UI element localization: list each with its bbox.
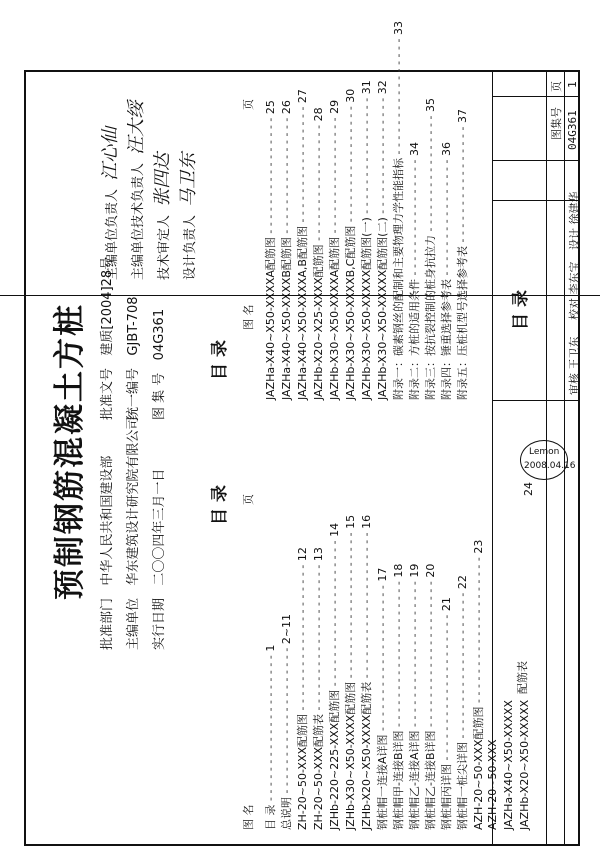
toc-leader: - - - - - - - - - - - - - - - - - - - -: [328, 536, 341, 690]
atlas-no-value: 04G361: [152, 308, 167, 361]
toc-row: [262, 645, 278, 830]
toc-item-page: 20: [424, 563, 437, 578]
toc-item-page: 22: [456, 575, 469, 590]
title-block-border: [492, 160, 580, 161]
stamp-date: 2008.04.16: [524, 461, 576, 471]
toc-item-page: 16: [360, 514, 373, 529]
toc-item-name: JZHb-X20~X50-XXXX配筋表: [360, 681, 373, 830]
toc-leader: - - - - - - - - - - - - - - - - - - - -: [392, 577, 405, 731]
toc-item-page: 19: [408, 563, 421, 578]
toc-leader: - - - - - - - - - - - - - - - -: [376, 94, 389, 218]
signature: 汪大绥: [126, 100, 147, 155]
toc-col-name-right: 图 名: [242, 304, 255, 330]
toc-leader: - - - - - - - - - - - - - - - -: [280, 114, 293, 238]
approval-dept-label: 批准部门: [100, 597, 115, 650]
signature: 张四达: [152, 152, 173, 207]
toc-item-name: JAZHb-X20~X50-XXXXX: [518, 699, 531, 830]
toc-item-name: ZH-20~50-XXX配筋表: [312, 713, 325, 830]
approval-no-row: [96, 257, 115, 420]
toc-item-name: JAZHb-X30~X50-XXXXX配筋图(一): [360, 217, 373, 400]
responsible-row-4: [174, 153, 200, 280]
atlas-no-label: 图 集 号: [152, 372, 167, 420]
title-block-border: [492, 96, 580, 97]
tb-check-name: 李东宝: [568, 261, 581, 295]
toc-row: [358, 80, 374, 400]
toc-row: [454, 109, 470, 400]
toc-heading-left: 目录: [210, 479, 230, 525]
toc-item-page: 27: [296, 89, 309, 104]
toc-leader: - - - - - - - - - - - - - - - - - - - -: [344, 528, 357, 682]
toc-row: [326, 100, 342, 400]
effective-date-row: [148, 469, 167, 650]
toc-leader: - - - - - - - - - - - - - - - - - - - -: [456, 589, 469, 742]
toc-leader: - - - - - - - - - - - - - - - -: [328, 113, 341, 237]
approval-no-label: 批准文号: [100, 367, 115, 420]
toc-leader: - - - - - - - - - - - - - - - - - - - -: [312, 561, 325, 714]
toc-row: [438, 597, 454, 830]
toc-item-name: 总说明: [280, 797, 293, 830]
toc-item-page: 35: [424, 98, 437, 113]
stamp-text: Lemon: [529, 447, 560, 457]
toc-item-page: 36: [440, 142, 453, 157]
responsible-role: 主编单位负责人: [105, 188, 120, 280]
toc-row: [422, 564, 438, 830]
toc-item-name: 钢桩帽一连接A详图: [376, 734, 389, 830]
unified-no-value: GJBT-708: [126, 296, 141, 356]
toc-item-page: 25: [264, 100, 277, 115]
unified-no-label: 统一编号: [126, 367, 141, 420]
toc-leader: - - - - - - - - - - - - - - - - - - - -: [440, 611, 453, 764]
toc-heading-right: 目录: [210, 334, 230, 380]
responsible-role: 设计负责人: [183, 214, 198, 280]
toc-row: [310, 107, 326, 400]
toc-leader: - - - - - - - - - - - - - - - -: [392, 35, 405, 158]
toc-item-page: 21: [440, 597, 453, 612]
toc-row: [454, 575, 470, 830]
toc-row: [518, 700, 531, 830]
effective-date-value: 二〇〇四年三月一日: [152, 468, 167, 586]
toc-row: [502, 700, 515, 830]
toc-leader: - - - - - - - - - - - - - - - - - - - -: [264, 651, 277, 805]
tb-review-row: [566, 337, 582, 396]
toc-item-name: 附录四：锤重选择参考表: [440, 279, 453, 400]
toc-leader: - - - - - - - - - - - - - - - - - - - -: [408, 577, 421, 731]
toc-item-name: 钢桩帽乙-连接B详图: [424, 730, 437, 830]
toc-row: [374, 80, 390, 400]
toc-leader: - - - - - - - - - - - - - - - -: [344, 102, 357, 226]
toc-row: [422, 98, 438, 400]
tb-check-label: 校对: [568, 298, 581, 320]
toc-item-name: 钢桩帽一桩尖详图: [456, 742, 469, 830]
toc-row: [262, 100, 278, 400]
toc-row: [406, 142, 422, 400]
tb-drawing-title: 目录: [511, 284, 531, 330]
tb-check-row: [566, 262, 582, 321]
signature: 马卫东: [178, 152, 199, 207]
date-stamp: [520, 440, 576, 480]
toc-item-name: AZH-20~50-XXX配筋图: [472, 706, 485, 830]
toc-row: [358, 515, 374, 830]
toc-row: [326, 523, 342, 830]
toc-item-name: 钢桩帽乙-连接A详图: [408, 730, 421, 830]
toc-item-page: 30: [344, 88, 357, 103]
toc-leader: - - - - - - - - - - - - - - - -: [296, 103, 309, 227]
toc-row: [438, 142, 454, 400]
toc-col-name-left: 图 名: [242, 804, 255, 830]
toc-leader: - - - - - - - - - - - - - - - - - - - -: [280, 644, 293, 797]
document-title: 预制钢筋混凝土方桩: [52, 303, 88, 600]
toc-item-page: 28: [312, 107, 325, 122]
toc-item-name: JAZHa-X40~X50-XXXXA配筋图: [264, 237, 277, 400]
tb-atlas-no: 04G361: [566, 110, 579, 150]
tb-review-name: 王卫东: [568, 336, 581, 370]
toc-item-name: 目 录: [264, 804, 277, 830]
toc-row: [294, 547, 310, 830]
toc-item-name: JAZHa-X40~X50-XXXXA,B配筋图: [296, 226, 309, 400]
toc-row: [406, 564, 422, 830]
toc-bracket-page: 24: [522, 482, 535, 496]
toc-item-name: 钢桩帽丙详图: [440, 764, 453, 830]
tb-page-no: 1: [566, 81, 579, 88]
toc-item-page: 32: [376, 80, 389, 95]
toc-item-name: JAZHb-X30~X50-XXXXX配筋图(二): [376, 217, 389, 400]
editor-unit-value: 华东建筑设计研究院有限公司: [126, 416, 141, 586]
toc-leader: - - - - - - - - - - - - - - - -: [424, 112, 437, 235]
toc-col-page-right: 页: [242, 99, 255, 110]
toc-item-name: 附录五：压桩机型号选择参考表: [456, 246, 469, 400]
toc-item-name: 附录三：按抗裂控制的桩身抗拉力: [424, 235, 437, 400]
toc-item-name: JAZHa-X40~X50-XXXXX: [502, 700, 515, 830]
signature: 江心仙: [100, 126, 121, 181]
toc-leader: - - - - - - - - - - - - - - - -: [312, 121, 325, 245]
toc-row: [390, 564, 406, 830]
title-block-border: [492, 70, 493, 846]
bracket-text: 配筋表: [516, 661, 529, 694]
toc-item-name: 附录一：碳素钢丝的配制和主要物理力学性能指标: [392, 158, 405, 400]
toc-leader: - - - - - - - - - - - - - - - - - - - -: [360, 528, 373, 682]
toc-item-name: 钢桩帽甲-连接B详图: [392, 730, 405, 830]
toc-row: [390, 21, 406, 400]
toc-leader: - - - - - - - - - - - - - - - - - - - -: [472, 553, 485, 707]
toc-item-page: 26: [280, 100, 293, 115]
toc-item-page: 31: [360, 80, 373, 95]
toc-row: [294, 89, 310, 400]
toc-bracket-label: [514, 661, 530, 694]
responsible-row-1: [96, 127, 122, 280]
toc-leader: - - - - - - - - - - - - - - - -: [456, 123, 469, 246]
toc-item-page: 2~11: [280, 613, 293, 645]
toc-item-name: 附录二：方桩的适用条件: [408, 279, 421, 400]
toc-item-name: JZHb-X30~X50-XXXX配筋图: [344, 681, 357, 830]
toc-row: [310, 547, 326, 830]
toc-row: [278, 100, 294, 400]
toc-item-name: JAZHb-X30~X50-XXXXB,C配筋图: [344, 225, 357, 400]
responsible-row-3: [148, 153, 174, 280]
toc-item-page: 33: [392, 21, 405, 36]
toc-item-page: 37: [456, 109, 469, 124]
toc-item-page: 14: [328, 522, 341, 537]
toc-leader: - - - - - - - - - - - - - - - - - - - -: [296, 561, 309, 714]
toc-item-name: ZH-20~50-XXX配筋图: [296, 713, 309, 830]
toc-item-page: 29: [328, 99, 341, 114]
toc-item-page: 15: [344, 514, 357, 529]
approval-dept-value: 中华人民共和国建设部: [100, 455, 115, 586]
editor-unit-label: 主编单位: [126, 597, 141, 650]
toc-item-name: JAZHa-X40~X50-XXXXB配筋图: [280, 237, 293, 400]
toc-item-page: 34: [408, 142, 421, 157]
tb-design-label: 设计: [568, 228, 581, 250]
title-block-border: [492, 400, 580, 401]
toc-leader: - - - - - - - - - - - - - - - -: [264, 114, 277, 238]
toc-row: [342, 89, 358, 400]
approval-no-value: 建质[2004]28号: [100, 256, 115, 356]
toc-leader: - - - - - - - - - - - - - - - -: [408, 156, 421, 279]
toc-item-page: 18: [392, 563, 405, 578]
toc-row: [374, 568, 390, 830]
responsible-row-2: [122, 101, 148, 280]
toc-leader: - - - - - - - - - - - - - - - -: [440, 156, 453, 279]
responsible-role: 技术审定人: [157, 214, 172, 280]
toc-item-page: 13: [312, 547, 325, 562]
tb-design-row: [566, 192, 582, 251]
toc-col-page-left: 页: [242, 494, 255, 505]
tb-atlas-label: 图集号: [550, 107, 563, 140]
tb-design-name: 徐建华: [568, 191, 581, 225]
toc-item-page: 17: [376, 567, 389, 582]
toc-item-name: JAZHb-X20~X25-XXXX配筋图: [312, 244, 325, 400]
editor-unit-row: [122, 417, 141, 650]
toc-row: [278, 614, 294, 830]
toc-item-page: 23: [472, 539, 485, 554]
toc-item-page: 1: [264, 644, 277, 652]
tb-review-label: 审核: [568, 373, 581, 395]
unified-no-row: [122, 297, 141, 421]
responsible-role: 主编单位技术负责人: [131, 162, 146, 280]
toc-item-page: 12: [296, 547, 309, 562]
toc-leader: - - - - - - - - - - - - - - - -: [360, 94, 373, 218]
approval-dept-row: [96, 456, 115, 650]
toc-leader: - - - - - - - - - - - - - - - - - - - -: [376, 581, 389, 735]
effective-date-label: 实行日期: [152, 597, 167, 650]
atlas-no-row: [148, 309, 167, 420]
toc-item-name: JAZHb-X30~X50-XXXXA配筋图: [328, 236, 341, 400]
toc-row: [470, 540, 486, 830]
toc-item-name: AZH-20~50-XXX: [486, 739, 499, 830]
toc-leader: - - - - - - - - - - - - - - - - - - - -: [424, 577, 437, 731]
tb-page-label: 页: [550, 81, 563, 92]
toc-row: [342, 515, 358, 830]
toc-item-name: JZHb-220~225-XXX配筋图: [328, 689, 341, 830]
